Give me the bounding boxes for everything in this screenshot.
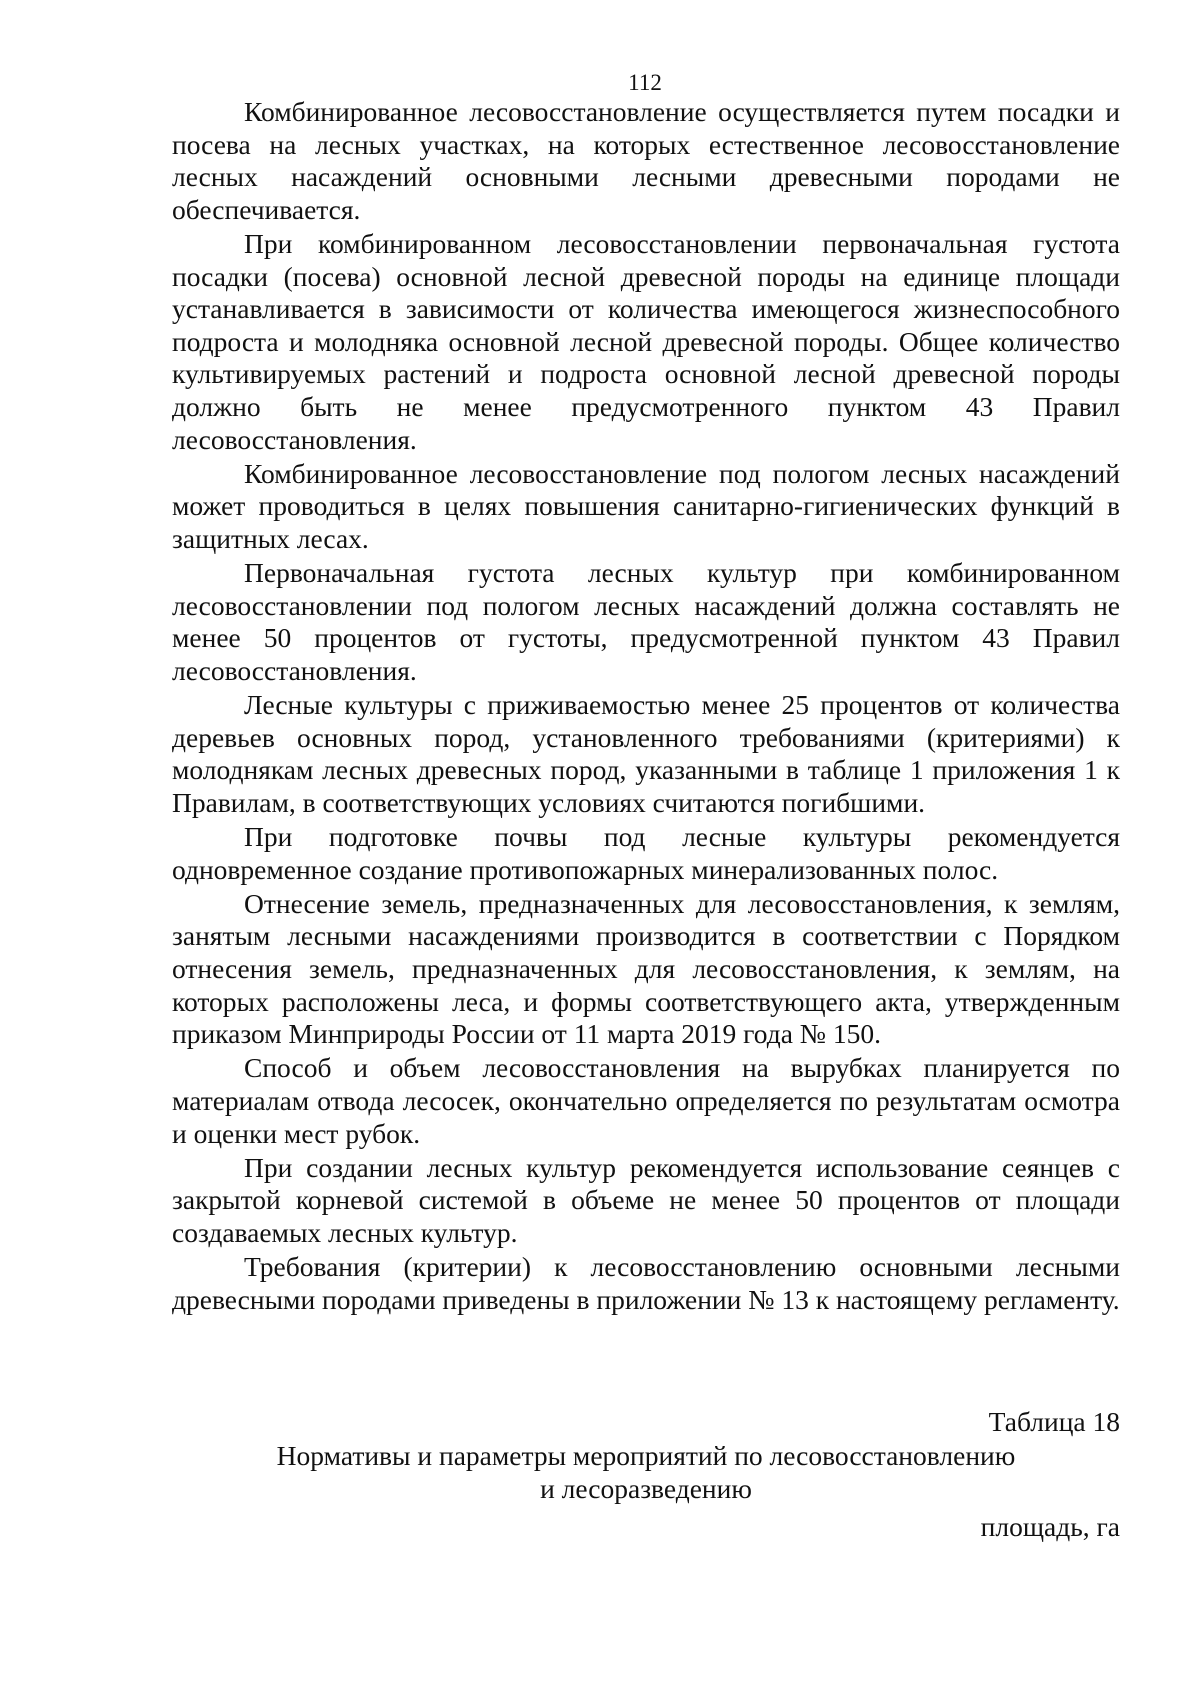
paragraph: При комбинированном лесовосстановлении первоначальная густота посадки (посева) основной лесной древесной породы на единице площади устанавливается в зависимости от количества имеющегося жизнеспособного подроста и молодняка основной лесной древесной породы. Общее количество культивируемых растений и подроста основной лесной древесной породы должно быть не менее предусмотренного пунктом 43 Правил лесовосстановления. <box>172 227 1120 455</box>
paragraph: При создании лесных культур рекомендуется использование сеянцев с закрытой корневой системой в объеме не менее 50 процентов от площади создаваемых лесных культур. <box>172 1151 1120 1248</box>
paragraph: Лесные культуры с приживаемостью менее 25 процентов от количества деревьев основных пород, установленного требованиями (критериями) к молоднякам лесных древесных пород, указанными в таблице 1 приложения 1 к Правилам, в соответствующих условиях считаются погибшими. <box>172 689 1120 818</box>
paragraph: Отнесение земель, предназначенных для лесовосстановления, к землям, занятым лесными насаждениями производится в соответствии с Порядком отнесения земель, предназначенных для лесовосстановления, к землям, на которых расположены леса, и формы соответствующего акта, утвержденным приказом Минприроды России от 11 марта 2019 года № 150. <box>172 887 1120 1050</box>
table-title-line: Нормативы и параметры мероприятий по лесовосстановлению <box>276 1440 1016 1471</box>
page-number: 112 <box>628 70 662 95</box>
table-units: площадь, га <box>980 1511 1120 1542</box>
paragraph: Комбинированное лесовосстановление осуществляется путем посадки и посева на лесных участках, на которых естественное лесовосстановление лесных насаждений основными лесными древесными породами не обеспечивается. <box>172 96 1120 225</box>
table-label: Таблица 18 <box>988 1406 1120 1437</box>
paragraph: При подготовке почвы под лесные культуры рекомендуется одновременное создание противопожарных минерализованных полос. <box>172 821 1120 885</box>
document-body <box>172 96 1120 1318</box>
paragraph: Требования (критерии) к лесовосстановлению основными лесными древесными породами приведены в приложении № 13 к настоящему регламенту. <box>172 1251 1120 1315</box>
table-title <box>172 1440 1120 1505</box>
paragraph: Первоначальная густота лесных культур при комбинированном лесовосстановлении под пологом лесных насаждений должна составлять не менее 50 процентов от густоты, предусмотренной пунктом 43 Правил лесовосстановления. <box>172 557 1120 686</box>
paragraph: Способ и объем лесовосстановления на вырубках планируется по материалам отвода лесосек, окончательно определяется по результатам осмотра и оценки мест рубок. <box>172 1052 1120 1149</box>
table-title-line: и лесоразведению <box>540 1472 752 1504</box>
paragraph: Комбинированное лесовосстановление под пологом лесных насаждений может проводиться в целях повышения санитарно-гигиенических функций в защитных лесах. <box>172 457 1120 554</box>
